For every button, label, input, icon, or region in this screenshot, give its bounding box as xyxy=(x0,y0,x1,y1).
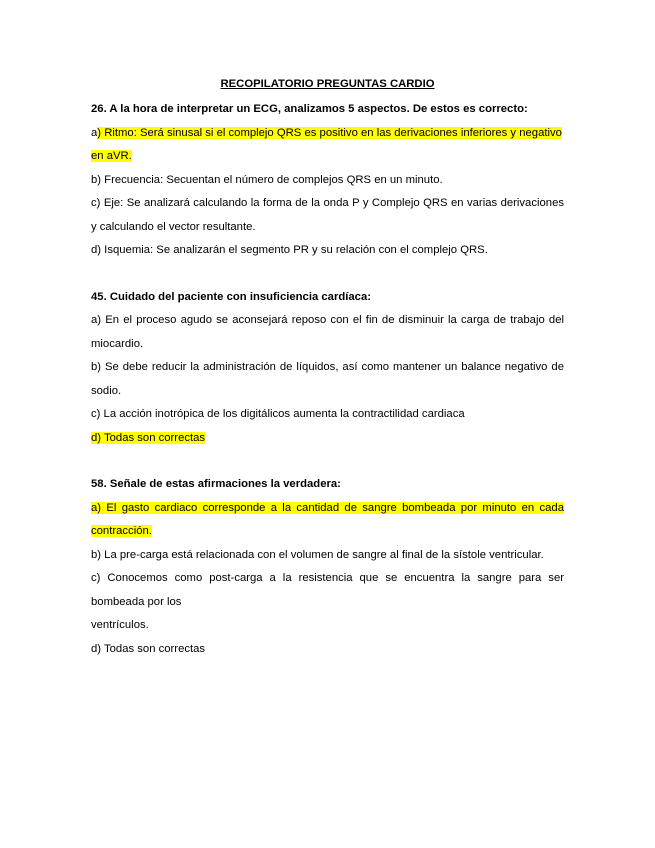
option-a-highlighted-text: ) Ritmo: Será sinusal si el complejo QRS es positivo en las derivaciones inferiores y negativo en aVR. xyxy=(91,126,562,162)
document-page xyxy=(91,76,564,661)
question-26-option-d: d) Isquemia: Se analizarán el segmento PR y su relación con el complejo QRS. xyxy=(91,244,488,256)
question-58-option-d: d) Todas son correctas xyxy=(91,642,206,655)
question-45-option-d xyxy=(91,427,564,451)
question-45-option-d-highlighted: d) Todas son correctas xyxy=(91,431,206,444)
question-58-title: 58. Señale de estas afirmaciones la verdadera: xyxy=(91,478,341,490)
option-a-prefix: a xyxy=(91,126,98,139)
question-26-option-c: c) Eje: Se analizará calculando la forma de la onda P y Complejo QRS en varias derivaciones y calculando el vector resultante. xyxy=(91,197,564,233)
question-45-option-a: a) En el proceso agudo se aconsejará reposo con el fin de disminuir la carga de trabajo del miocardio. xyxy=(91,314,564,350)
question-58-option-c: c) Conocemos como post-carga a la resistencia que se encuentra la sangre para ser bombeada por los xyxy=(91,572,564,608)
question-58 xyxy=(91,473,564,661)
question-45 xyxy=(91,286,564,451)
question-26-option-b: b) Frecuencia: Secuentan el número de complejos QRS en un minuto. xyxy=(91,173,443,186)
question-58-option-c-continued: ventrículos. xyxy=(91,619,149,631)
question-45-option-c: c) La acción inotrópica de los digitálicos aumenta la contractilidad cardiaca xyxy=(91,408,465,420)
question-26-title: 26. A la hora de interpretar un ECG, analizamos 5 aspectos. De estos es correcto: xyxy=(91,103,528,115)
question-58-option-a-highlighted: a) El gasto cardiaco corresponde a la cantidad de sangre bombeada por minuto en cada contracción. xyxy=(91,501,564,537)
spacer xyxy=(91,450,564,473)
spacer xyxy=(91,263,564,286)
question-58-option-a xyxy=(91,497,564,544)
question-26-option-a xyxy=(91,122,564,169)
question-45-title: 45. Cuidado del paciente con insuficiencia cardíaca: xyxy=(91,290,372,303)
question-26 xyxy=(91,98,564,263)
question-58-option-b: b) La pre-carga está relacionada con el volumen de sangre al final de la sístole ventricular. xyxy=(91,548,544,561)
question-45-option-b: b) Se debe reducir la administración de líquidos, así como mantener un balance negativo de sodio. xyxy=(91,361,564,397)
document-title: RECOPILATORIO PREGUNTAS CARDIO xyxy=(220,78,435,90)
